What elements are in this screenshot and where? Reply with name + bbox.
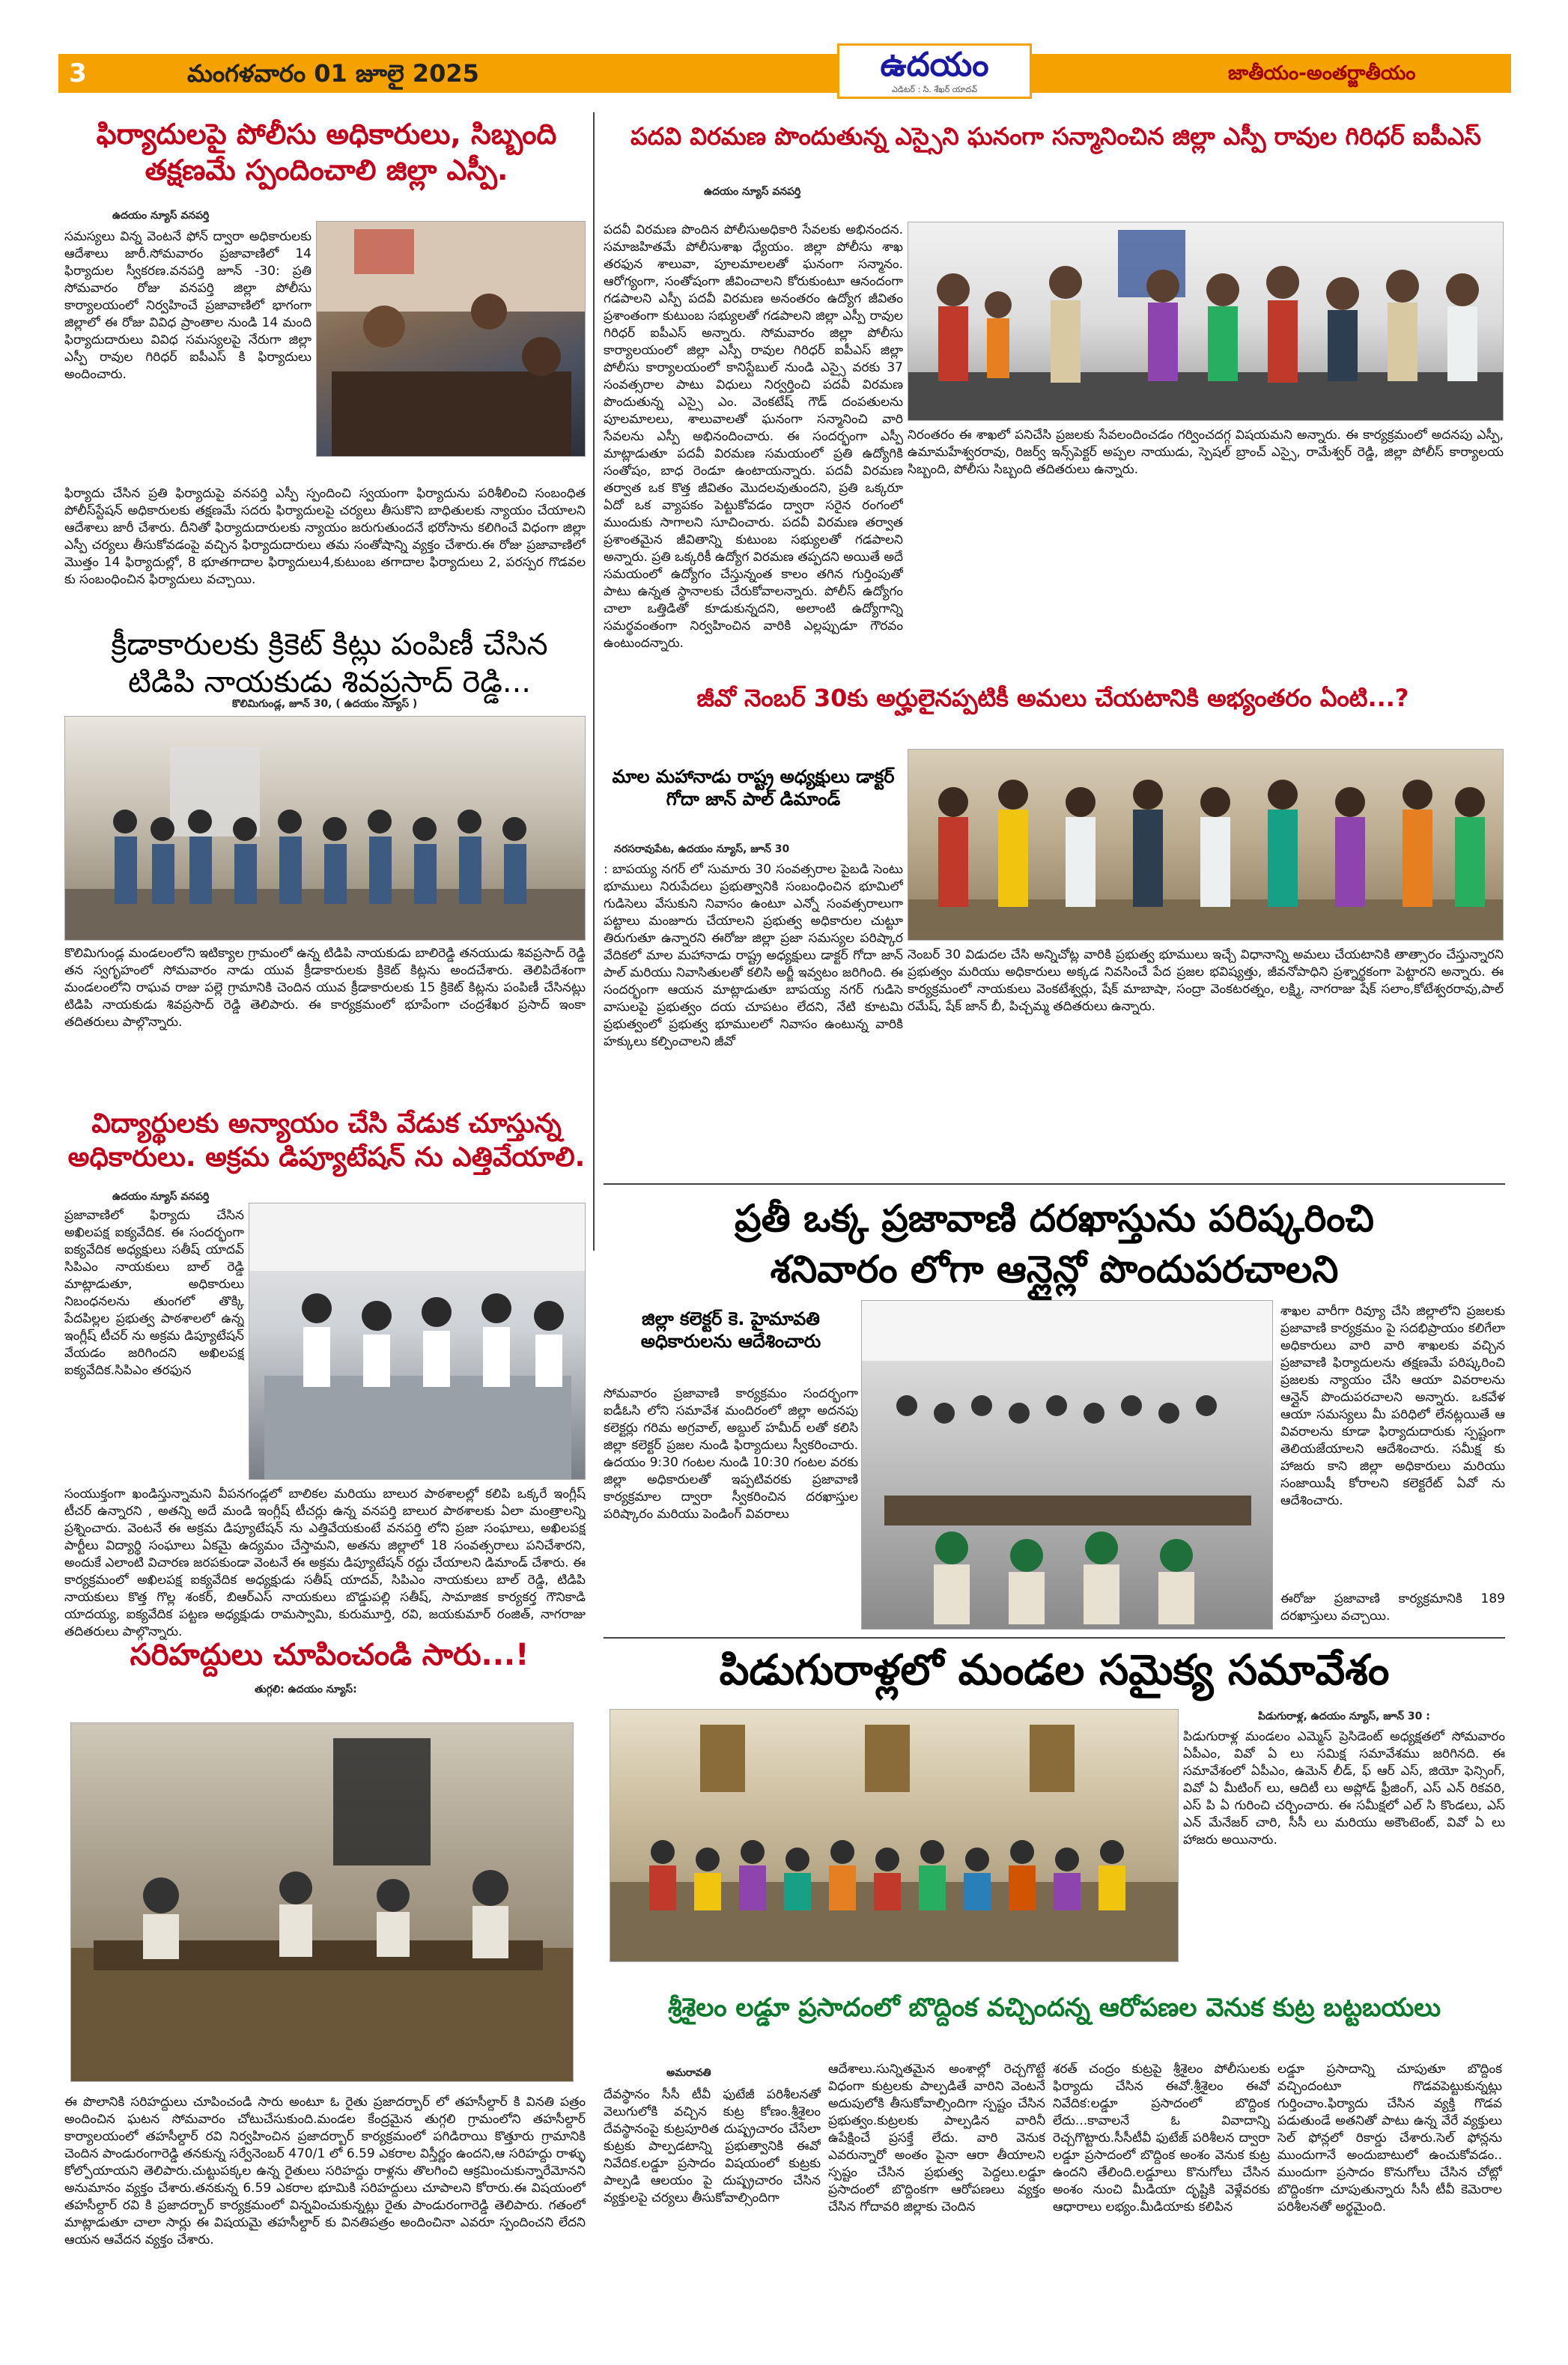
article-3-byline: ఉదయం న్యూస్ వనపర్తి — [112, 1191, 210, 1203]
article-7-body: సోమవారం ప్రజావాణి కార్యక్రమం సందర్భంగా ఐడీఓసి లోని సమావేశ మందిరంలో జిల్లా అదనపు కలెక్టర్లు గరిమ అగ్రవాల్, అబ్దుల్ హమీద్ లతో కలిసి జిల్లా కలెక్టర్ ప్రజల నుండి ఫిర్యాదులు స్వీకరించారు. ఉదయం 9:30 గంటల నుండి 10:30 గంటల వరకు జిల్లా అధికారులతో ఇప్పటివరకు ప్రజావాణి కార్యక్రమాల ద్వారా స్వీకరించిన దరఖాస్తుల పరిష్కారం మరియు పెండింగ్ వివరాలు — [604, 1386, 858, 1522]
article-4-headline: సరిహద్దులు చూపించండి సారు...! — [130, 1638, 529, 1672]
logo-subtitle: ఎడిటర్ : సి. శేఖర్ యాదవ్ — [891, 85, 978, 94]
article-5-photo — [908, 222, 1504, 421]
photo-illustration — [908, 222, 1504, 421]
article-9-column-4: లడ్డూ ప్రసాదాన్ని చూపుతూ బొద్దింక వచ్చిందంటూ గొడవపెట్టుకున్నట్లు గుర్తించాం.ఫిర్యాదు చేసిన వ్యక్తి గొడవ పడుతుండే అతనితో పాటు ఉన్న వేరే వ్యక్తులు సెల్ ఫోన్లలో రికార్డు చేశారు.సెల్ ఫోన్లను ముందుగానే అందుబాటులో ఉంచుకోవడం.. ముందుగా ప్రసాదం కొనుగోలు చేసిన చోట్లో బొద్దింకగా చూపుతున్నారు సీసీ టీవీ కెమెరాల పరిశీలనతో అర్థమైంది. — [1277, 2062, 1502, 2214]
photo-illustration — [249, 1203, 586, 1480]
column-divider — [593, 112, 595, 1251]
article-1-headline: ఫిర్యాదులపై పోలీసు అధికారులు, సిబ్బంది తక్షణమే స్పందించాలి జిల్లా ఎస్పీ. — [96, 118, 557, 186]
article-9-headline: శ్రీశైలం లడ్డూ ప్రసాదంలో బొద్దింక వచ్చిందన్న ఆరోపణల వెనుక కుట్ర బట్టబయలు — [667, 1993, 1441, 2023]
article-8-byline: పిడుగురాళ్ల, ఉదయం న్యూస్, జూన్ 30 : — [1258, 1710, 1430, 1722]
article-6-body-continued: నెంబర్ 30 విడుదల చేసి అన్నిచోట్ల వారికి ప్రభుత్వ భూములు ఇచ్చే విధానాన్ని అమలు చేయటానికి తాత్సారం చేస్తున్నారని ప్రభుత్వం మరియు అధికారులు అక్కడ నివసించే పేద ప్రజల భవిష్యత్తు, జీవనోపాధిని ప్రశ్నార్థకంగా పెట్టారని అన్నారు. ఈ కార్యక్రమంలో నాయకులు వెంకటేశ్వర్లు, షేక్ మాబాషా, సంద్రా వెంకటరత్నం, లక్ష్మి, నాగరాజు షేక్ సలాం,కోటేశ్వరరావు,పాల్ రమేష్, షేక్ జాన్ బీ, పిచ్చమ్మ తదితరులు ఉన్నారు. — [908, 947, 1504, 1014]
article-8-body: పిడుగురాళ్ల మండలం ఎమ్మెస్ ప్రెసిడెంట్ అధ్యక్షతలో సోమవారం ఏపీఎం, వివో ఏ లు సమిక్ష సమావేశము జరిగినది. ఈ సమావేశంలో ఏపీఎం, ఉమెన్ లీడ్, ఫ్ ఆర్ ఎస్, జియో ఫెన్సింగ్, వివో ఏ మీటింగ్ లు, ఆదిటీ లు అప్లోడ్ ఫ్రీజింగ్, ఎస్ ఎన్ రికవరి, ఎస్ పి ఏ గురించి చర్చించారు. ఈ సమీక్షలో ఎల్ సి కొండలు, ఎస్ ఎన్ మేనేజర్ చారి, సీసీ లు మరియు అకౌంటెంట్, వివో ఏ లు హాజరు అయినారు. — [1183, 1729, 1505, 1848]
article-3-headline: విద్యార్థులకు అన్యాయం చేసి వేడుక చూస్తున్న అధికారులు. అక్రమ డిప్యూటేషన్ ను ఎత్తివేయాలి. — [67, 1108, 586, 1173]
article-1-body: సమస్యలు విన్న వెంటనే ఫోన్ ద్వారా అధికారులకు ఆదేశాలు జారీ.సోమవారం ప్రజావాణిలో 14 ఫిర్యాదుల స్వీకరణ.వనపర్తి జూన్ -30: ప్రతి సోమవారం రోజు వనపర్తి జిల్లా పోలీసు కార్యాలయంలో నిర్వహించే ప్రజావాణిలో భాగంగా జిల్లాలో ఈ రోజు వివిధ ప్రాంతాల నుండి 14 మంది ఫిర్యాదుదారులు వివిధ సమస్యలపై నేరుగా జిల్లా ఎస్పీ రావుల గిరిధర్ ఐపీఎస్ కి ఫిర్యాదులు అందించారు. — [64, 229, 312, 382]
article-3-body: ప్రజావాణిలో ఫిర్యాదు చేసిన అఖిలపక్ష ఐక్యవేదిక. ఈ సందర్భంగా ఐక్యవేదిక అధ్యక్షులు సతీష్ యాదవ్ సిపిఎం నాయకులు బాల్ రెడ్డి మాట్లాడుతూ, అధికారులు నిబంధనలను తుంగలో తొక్కి పేదపిల్లల ప్రభుత్వ పాఠశాలలో ఉన్న ఇంగ్లీష్ టీచర్ ను అక్రమ డిప్యూటేషన్ వేయడం జరిగిందని అఖిలపక్ష ఐక్యవేదిక.సిపిఎం తరఫున — [64, 1208, 244, 1378]
article-4-body: ఈ పొలానికి సరిహద్దులు చూపించండి సారు అంటూ ఓ రైతు ప్రజాదర్బార్ లో తహసీల్దార్ కి వినతి పత్రం అందించిన ఘటన సోమవారం చోటుచేసుకుంది.మండల కేంద్రమైన తుగ్గలి గ్రామంలోని తహసీల్దార్ కార్యాలయంలో తహసీల్దార్ రవి నిర్వహించిన ప్రజాదర్బార్ కార్యక్రమంలో పగిడిరాయి కొత్తూరు గ్రామానికి చెందిన పాండురంగారెడ్డి తనకున్న సర్వేనెంబర్ 470/1 లో 6.59 ఎకరాల విస్తీర్ణం ఉందని,ఆ సరిహద్దు రాళ్ళు కోల్పోయాయని తెలిపారు.చుట్టుపక్కల ఉన్న రైతులు సరిహద్దు రాళ్లను తొలగించి ఆక్రమించుకున్నారేమోనని అనుమానం వ్యక్తం చేశారు.తనకున్న 6.59 ఎకరాల భూమికి సరిహద్దులు చూపాలని కోరారు.ఈ విషయంలో తహసీల్దార్ రవి కి ప్రజాదర్బార్ కార్యక్రమంలో విన్నవించుకున్నట్లు రైతు పాండురంగారెడ్డి తెలిపారు. గతంలో మాట్లాడుతూ చాలా సార్లు ఈ విషయమై తహసీల్దార్ కు వినతిపత్రం అందించినా ఎవరూ స్పందించని లేదని ఆయన ఆవేదన వ్యక్తం చేశారు. — [64, 2095, 586, 2247]
article-7-body-continued: శాఖల వారీగా రివ్యూ చేసి జిల్లాలోని ప్రజలకు ప్రజావాణి కార్యక్రమం పై సదభిప్రాయం కలిగేలా అధికారులు వారి వారి శాఖలకు వచ్చిన ప్రజావాణి ఫిర్యాదులను తక్షణమే పరిష్కరించి ప్రజలకు న్యాయం చేసి ఆయా వివరాలను ఆన్లైన్ పొందుపరచాలని అన్నారు. ఒకవేళ ఆయా సమస్యలు మీ పరిధిలో లేనట్లయితే ఆ వివరాలను కూడా ఫిర్యాదుదారుకు స్పష్టంగా తెలియజేయాలని ఆదేశించారు. సమీక్ష కు హాజరు కాని జిల్లా అధికారులు మరియు సంజాయిషీ కోరాలని కలెక్టరేట్ ఏవో ను ఆదేశించారు. — [1280, 1304, 1505, 1508]
article-4-byline: తుగ్గలి: ఉదయం న్యూస్: — [255, 1684, 357, 1695]
article-5-body-continued: నిరంతరం ఈ శాఖలో పనిచేసి ప్రజలకు సేవలందించడం గర్వించదగ్గ విషయమని అన్నారు. ఈ కార్యక్రమంలో అదనపు ఎస్పీ, ఉమామహేశ్వరరావు, రిజర్వ్ ఇన్స్‌పెక్టర్ అప్పల నాయుడు, స్పెషల్ బ్రాంచ్ ఎస్సై, రామేశ్వర్ రెడ్డి, జిల్లా పోలీస్ కార్యాలయ సిబ్బంది, పోలీసు సిబ్బంది తదితరులు ఉన్నారు. — [908, 428, 1504, 477]
page-number: 3 — [58, 54, 97, 93]
article-7-headline-line-2: శనివారం లోగా ఆన్లైన్లో పొందుపరచాలని — [770, 1248, 1339, 1291]
photo-illustration — [71, 1723, 574, 2082]
article-8-headline: పిడుగురాళ్లలో మండల సమైక్య సమావేశం — [719, 1646, 1390, 1695]
article-1-photo — [316, 221, 586, 457]
article-6-headline: జీవో నెంబర్ 30కు అర్హులైనప్పటికీ అమలు చేయటానికి అభ్యంతరం ఏంటి...? — [696, 684, 1409, 712]
article-6-byline: నరసరావుపేట, ఉదయం న్యూస్, జూన్ 30 — [614, 843, 790, 855]
photo-illustration — [908, 750, 1504, 941]
article-9-column-3: శరత్ చంద్రం కుట్రపై శ్రీశైలం పోలీసులకు ఫిర్యాదు చేసిన ఈవో.శ్రీశైలం ఈవో నివేదిక:లడ్డూ ప్రసాదంలో బొద్దింక లేదు...కావాలనే ఓ వివాదాన్ని రెచ్చగొట్టారు.సీసీటీవీ ఫుటేజ్ పరిశీలన ద్వారా లడ్డూ ప్రసాదంలో బొద్దింక అంశం వెనుక కుట్ర ఉందని తేలింది.లడ్డూలు కొనుగోలు చేసిన అంశం నుంచి మీడియా దృష్టికి వెళ్లేవరకు ఆధారాలు లభ్యం.మీడియాకు కలిపిన — [1053, 2062, 1270, 2214]
photo-illustration — [65, 717, 586, 941]
article-9-byline: అమరావతి — [666, 2067, 711, 2079]
article-1-body-continued: ఫిర్యాదు చేసిన ప్రతి ఫిర్యాదుపై వనపర్తి ఎస్పీ స్పందించి స్వయంగా ఫిర్యాదును పరిశీలించి సంబంధిత పోలీస్‌స్టేషన్ అధికారులకు తక్షణమే సదరు ఫిర్యాదులపై చర్యలు తీసుకొని బాధితులకు న్యాయం చేయాలని ఆదేశాలు జారీ చేశారు. దీనితో ఫిర్యాదుదారులకు న్యాయం జరుగుతుందనే భరోసాను కలిగించే విధంగా జిల్లా ఎస్పీ చర్యలు తీసుకోవడంపై వచ్చిన ఫిర్యాదుదారులు తమ సంతోషాన్ని వ్యక్తం చేశారు.ఈ రోజు ప్రజావాణిలో మొత్తం 14 ఫిర్యాదుల్లో, 8 భూతగాదాల ఫిర్యాదులు4,కుటుంబ తగాదాల ఫిర్యాదులు 2, పరస్పర గొడవల కు సంబంధించిన ఫిర్యాదులు వచ్చాయి. — [64, 486, 586, 587]
article-2-photo — [64, 716, 586, 941]
article-6-subhead: మాల మహానాడు రాష్ట్ర అధ్యక్షులు డాక్టర్ గోదా జాన్ పాల్ డిమాండ్ — [612, 766, 895, 810]
newspaper-logo — [837, 43, 1032, 99]
section-divider — [604, 1183, 1505, 1185]
article-1-byline: ఉదయం న్యూస్ వనపర్తి — [112, 210, 210, 222]
section-divider — [604, 1637, 1505, 1639]
article-6-body: : బాపయ్య నగర్ లో సుమారు 30 సంవత్సరాల పైబడి సెంటు భూములు నిరుపేదలు ప్రభుత్వానికి సంబంధించిన భూమిలో గుడిసెలు వేసుకుని నివాసం ఉంటూ ఎన్నో సంవత్సరాలుగా పట్టాలు మంజూరు చేయాలని ప్రభుత్వ అధికారుల చుట్టూ తిరుగుతూ ఉన్నారని ఈరోజు జిల్లా ప్రజా సమస్యల పరిష్కార వేదికలో మాల మహానాడు రాష్ట్ర అధ్యక్షులు డాక్టర్ గోదా జాన్ పాల్ మరియు నివాసితులతో కలిసి అర్జీ ఇవ్వటం జరిగింది. ఈ సందర్భంగా ఆయన మాట్లాడుతూ బాపయ్య నగర్ గుడిసె వాసులపై ప్రభుత్వం దయ చూపటం లేదని, నేటి కూటమి ప్రభుత్వంలో ప్రభుత్వ భూములలో నివాసం ఉంటున్న వారికి హక్కులు కల్పించాలని జీవో — [604, 862, 903, 1049]
article-5-body: పదవీ విరమణ పొందిన పోలీసుఅధికారి సేవలకు అభినందన. సమాజహితమే పోలీసుశాఖ ధ్యేయం. జిల్లా పోలీసు శాఖ తరఫున శాలువా, పూలమాలలతో ఘనంగా సన్మానం. ఆరోగ్యంగా, సంతోషంగా జీవించాలని కోరుకుంటూ ఆనందంగా గడపాలని ఎస్పీ పదవీ విరమణ అనంతరం ఉద్యోగ జీవితం ప్రశాంతంగా కుటుంబ సభ్యులతో గడపాలని జిల్లా ఎస్పీ రావుల గిరిధర్ ఐపీఎస్ అన్నారు. సోమవారం జిల్లా పోలీసు కార్యాలయంలో జిల్లా ఎస్పీ రావుల గిరిధర్ ఐపీఎస్ జిల్లా పోలీసు కార్యాలయంలో కానిస్టేబుల్ నుండి ఎస్సై వరకు 37 సంవత్సరాల పాటు విధులు నిర్వర్తించి పదవీ విరమణ పొందుతున్న ఎస్సై ఎం. వెంకటేష్ గౌడ్ దంపతులను పూలమాలలు, శాలువాలతో ఘనంగా సన్మానించి వారి సేవలను ఎస్పీ అభినందించారు. ఈ సందర్భంగా ఎస్పీ మాట్లాడుతూ పదవీ విరమణ సమయంలో ప్రతి ఉద్యోగికి సంతోషం, బాధ రెండూ ఉంటాయన్నారు. పదవీ విరమణ తర్వాత ఒక కొత్త జీవితం మొదలవుతుందని, ప్రతి ఒక్కరూ ఏదో ఒక వ్యాపకం పెట్టుకోవడం ద్వారా సరైన రంగంలో ముందుకు సాగాలని సూచించారు. పదవీ విరమణ తర్వాత ప్రశాంతమైన జీవితాన్ని కుటుంబ సభ్యులతో గడపాలని అన్నారు. ప్రతి ఒక్కరికీ ఉద్యోగ విరమణ తప్పదని అయితే అదే సమయంలో ఉద్యోగం చేస్తున్నంత కాలం తగిన గుర్తింపుతో పాటు ఉన్నత స్థానాలకు చేరుకోవాలన్నారు. పోలీస్ ఉద్యోగం చాలా ఒత్తిడితో కూడుకున్నదని, అలాంటి ఉద్యోగాన్ని సమర్థవంతంగా నిర్వహించిన వారికి ఎల్లప్పుడూ గౌరవం ఉంటుందన్నారు. — [604, 222, 903, 651]
section-label: జాతీయం-అంతర్జాతీయం — [1228, 62, 1416, 85]
photo-illustration — [610, 1710, 1179, 1962]
article-2-headline: క్రీడాకారులకు క్రికెట్ కిట్లు పంపిణీ చేసిన టిడిపి నాయకుడు శివప్రసాద్ రెడ్డి... — [111, 628, 548, 699]
article-7-photo — [861, 1300, 1273, 1630]
photo-illustration — [317, 222, 586, 457]
article-5-byline: ఉదయం న్యూస్ వనపర్తి — [704, 186, 801, 198]
article-3-photo — [249, 1203, 586, 1480]
article-8-photo — [610, 1709, 1179, 1962]
logo-text: ఉదయం — [880, 46, 989, 84]
photo-illustration — [862, 1301, 1273, 1630]
issue-date: మంగళవారం 01 జూలై 2025 — [187, 59, 479, 88]
article-2-body: కొలిమిగుండ్ల మండలంలోని ఇటిక్యాల గ్రామంలో ఉన్న టిడిపి నాయకుడు బాలిరెడ్డి తనయుడు శివప్రసాద్ రెడ్డి తన స్వగృహంలో సోమవారం నాడు యువ క్రీడాకారులకు క్రికెట్ కిట్లను అందచేశారు. తెలిపిదేశంగా మండలంలోని రాఘవ రాజు పల్లె గ్రామానికి చెందిన యువ క్రీడాకారులకు 15 క్రికెట్ కిట్లను పంపిణీ చేసినట్లు టిడిపి నాయకుడు శివప్రసాద్ రెడ్డి తెలిపారు. ఈ కార్యక్రమంలో భూపేంగా చంద్రశేఖర ప్రసాద్ ఇంకా తదితరులు పాల్గొన్నారు. — [64, 946, 586, 1030]
article-7-subhead: జిల్లా కలెక్టర్ కె. హైమావతి అధికారులను ఆదేశించారు — [640, 1308, 821, 1352]
article-4-photo — [70, 1722, 574, 2082]
article-7-application-count: ఈరోజు ప్రజావాణి కార్యక్రమానికి 189 దరఖాస్తులు వచ్చాయి. — [1280, 1591, 1505, 1624]
article-9-column-1: దేవస్థానం సీసీ టీవీ ఫుటేజీ పరిశీలనతో వెలుగులోకి వచ్చిన కుట్ర కోణం.శ్రీశైలం దేవస్థానంపై కుట్రపూరిత దుష్ప్రచారం చేసేలా కుట్రకు పాల్పడటాన్ని ప్రభుత్వానికి ఈవో నివేదిక.లడ్డూ ప్రసాదం విషయంలో కుట్రకు పాల్పడి ఆలయం పై దుష్ప్రచారం చేసిన వ్యక్తులపై చర్యలు తీసుకోవాల్సిందిగా — [604, 2087, 821, 2205]
article-9-column-2: ఆదేశాలు.సున్నితమైన అంశాల్లో రెచ్చగొట్టే విధంగా కుట్రలకు పాల్పడితే వారిని వెంటనే అదుపులోకి తీసుకోవాల్సిందిగా స్పష్టం చేసిన ప్రభుత్వం.కుట్రలకు పాల్పడిన వారినీ ఉపేక్షించే ప్రసక్తే లేదు. వారి వెనుక ఎవరున్నారో అంతం పైనా ఆరా తీయాలని స్పష్టం చేసిన ప్రభుత్వ పెద్దలు.లడ్డూ ప్రసాదంలో బొద్దింకగా ఆరోపణలు వ్యక్తం చేసిన గోదావరి జిల్లాకు చెందిన — [828, 2062, 1045, 2214]
article-3-body-continued: సంయుక్తంగా ఖండిస్తున్నామని వీపనగండ్లలో బాలికల మరియు బాలుర పాఠశాలల్లో కలిపి ఒక్కరే ఇంగ్లీష్ టీచర్ ఉన్నారని , అతన్ని అదే మండి ఇంగ్లీష్ టీచర్లు ఉన్న వనపర్తి బాలుర పాఠశాలకు ఏలా మంత్రాలన్ని ప్రశ్నించారు. వెంటనే ఈ అక్రమ డిప్యూటేషన్ ను ఎత్తివేయకుంటే వనపర్తి లోని ప్రజా సంఘాలు, అఖిలపక్ష పార్టీలు విద్యార్థి సంఘాలు ఏకమై ఉద్యమం చేస్తామని, అతను జిల్లాలో 18 సంవత్సరాలు పనిచేశారని, అందుకే ఎలాంటి విచారణ జరపకుండా వెంటనే ఈ అక్రమ డిప్యూటేషన్ రద్దు చేయాలని డిమాండ్ చేశారు. ఈ కార్యక్రమంలో అఖిలపక్ష ఐక్యవేదిక అధ్యక్షుడు సతీష్ యాదవ్, సిపిఎం నాయకులు బాల్ రెడ్డి, టిడిపి నాయకులు కొత్త గొల్ల శంకర్, బిఆర్ఎస్ నాయకులు బొడ్డుపల్లి సతీష్, సామాజిక కార్యకర్త గౌనికాడి యాదయ్య, ఐక్యవేదిక పట్టణ అధ్యక్షుడు రామస్వామి, కురుమూర్తి, రవి, జయకుమార్ రంజిత్, నాగరాజు తదితరులు పాల్గొన్నారు. — [64, 1487, 586, 1639]
article-5-headline: పదవి విరమణ పొందుతున్న ఎస్సైని ఘనంగా సన్మానించిన జిల్లా ఎస్పీ రావుల గిరిధర్ ఐపీఎస్ — [630, 122, 1482, 151]
article-2-byline: కొలిమిగుండ్ల, జూన్ 30, ( ఉదయం న్యూస్ ) — [232, 698, 418, 710]
article-6-photo — [908, 749, 1504, 941]
article-7-headline-line-1: ప్రతీ ఒక్క ప్రజావాణి దరఖాస్తును పరిష్కరించి — [735, 1197, 1374, 1240]
